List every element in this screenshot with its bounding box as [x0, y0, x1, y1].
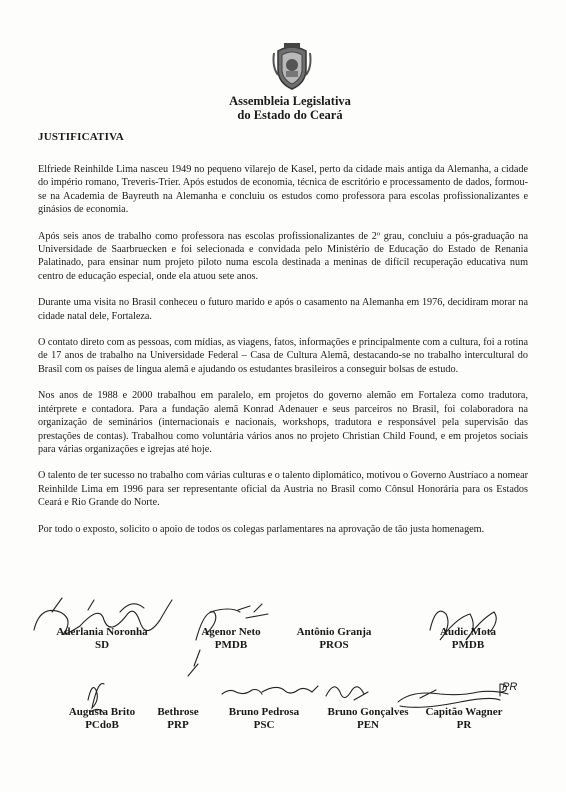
- paragraph: O talento de ter sucesso no trabalho com várias culturas e o talento diplomático, motivou o Governo Austríaco a nomear Reinhilde Lima em 1996 para ser representante oficial da Austria no Brasil como Cônsul Honorária para os Estados Ceará e Rio Grande do Norte.: [38, 470, 528, 509]
- signatory-name: Bethrose: [157, 706, 199, 718]
- signatory: [56, 706, 148, 732]
- paragraph: Durante uma visita no Brasil conheceu o futuro marido e após o casamento na Alemanha em 1976, decidiram morar na cidade natal dele, Fortaleza.: [38, 297, 528, 322]
- signatory: [40, 626, 164, 652]
- document-title: JUSTIFICATIVA: [38, 131, 124, 143]
- paragraph: Por todo o exposto, solicito o apoio de todos os colegas parlamentares na aprovação de tão justa homenagem.: [38, 523, 485, 535]
- signatory-party: PCdoB: [85, 719, 119, 731]
- paragraph: Nos anos de 1988 e 2000 trabalhou em paralelo, em projetos do governo alemão em Fortaleza como tradutora, intérprete e contadora. Para a fundação alemã Konrad Adenauer e seus parceiros no Brasil, foi colaboradora na organização de seminários (internacionais e nacionais, workshops, tradutora e responsável pela supervisão das prestações de contas). Trabalhou como voluntária vários anos no projeto Christian Child Found, e em projetos sociais para várias organizações e igrejas até hoje.: [38, 390, 528, 455]
- signatory-party: PRP: [167, 719, 189, 731]
- signatory-name: Bruno Pedrosa: [228, 706, 300, 718]
- signatory-name: Antônio Granja: [296, 626, 372, 638]
- signatory: [312, 706, 424, 732]
- signatory: [284, 626, 384, 652]
- signatory-party: PSC: [253, 719, 275, 731]
- signatory: [216, 706, 312, 732]
- institution-name: [170, 94, 410, 122]
- signatory-party: PR: [456, 719, 472, 731]
- signatory-name: Aderlania Noronha: [56, 626, 148, 638]
- institution-line-2: do Estado do Ceará: [237, 108, 343, 122]
- paragraph: Após seis anos de trabalho como professora nas escolas profissionalizantes de 2º grau, concluiu a pós-graduação na Universidade de Saarbruecken e foi selecionada e convidada pelo Ministério de Educação do Estado de Renania Palatinado, para ensinar num projeto piloto numa escola destinada a meninas de difícil recuperação educativa num centro de educação especial, onde ela atuou sete anos.: [38, 230, 528, 282]
- signatory: [416, 626, 520, 652]
- signatory-party: SD: [94, 639, 110, 651]
- signatory: [182, 626, 280, 652]
- signatory-party: PMDB: [451, 639, 485, 651]
- signatory-party: PROS: [319, 639, 349, 651]
- signatory-party: PMDB: [214, 639, 248, 651]
- signatory-name: Capitão Wagner: [425, 706, 503, 718]
- signatory-name: Augusta Brito: [68, 706, 136, 718]
- institution-line-1: Assembleia Legislativa: [229, 94, 351, 108]
- signatory: [140, 706, 216, 732]
- state-coat-of-arms-icon: [270, 41, 314, 91]
- paragraph: Elfriede Reinhilde Lima nasceu 1949 no pequeno vilarejo de Kasel, perto da cidade mais antiga da Alemanha, a cidade do império romano, Treveris-Trier. Após estudos de economia, técnica de escritório e processamento de dados, formou-se na Academia de Bayreuth na Alemanha e concluiu os estudos como professora para escolas profissionalizantes e ginásios de economia.: [38, 164, 528, 216]
- handwritten-mark: PR: [502, 681, 518, 693]
- paragraph: O contato direto com as pessoas, com mídias, as viagens, fatos, informações e principalmente com a cultura, foi a rotina de 17 anos de trabalho na Universidade Federal – Casa de Cultura Alemã, destacando-se no trabalho intercultural do Brasil com os países de língua alemã e ajudando os estudantes brasileiros a conseguir bolsas de estudo.: [38, 337, 528, 375]
- signatory-name: Agenor Neto: [201, 626, 261, 638]
- signatory-name: Audic Mota: [440, 626, 496, 638]
- justification-body: [38, 163, 528, 549]
- signatory-party: PEN: [357, 719, 379, 731]
- signatory-name: Bruno Gonçalves: [327, 706, 409, 718]
- signatory: [412, 706, 516, 732]
